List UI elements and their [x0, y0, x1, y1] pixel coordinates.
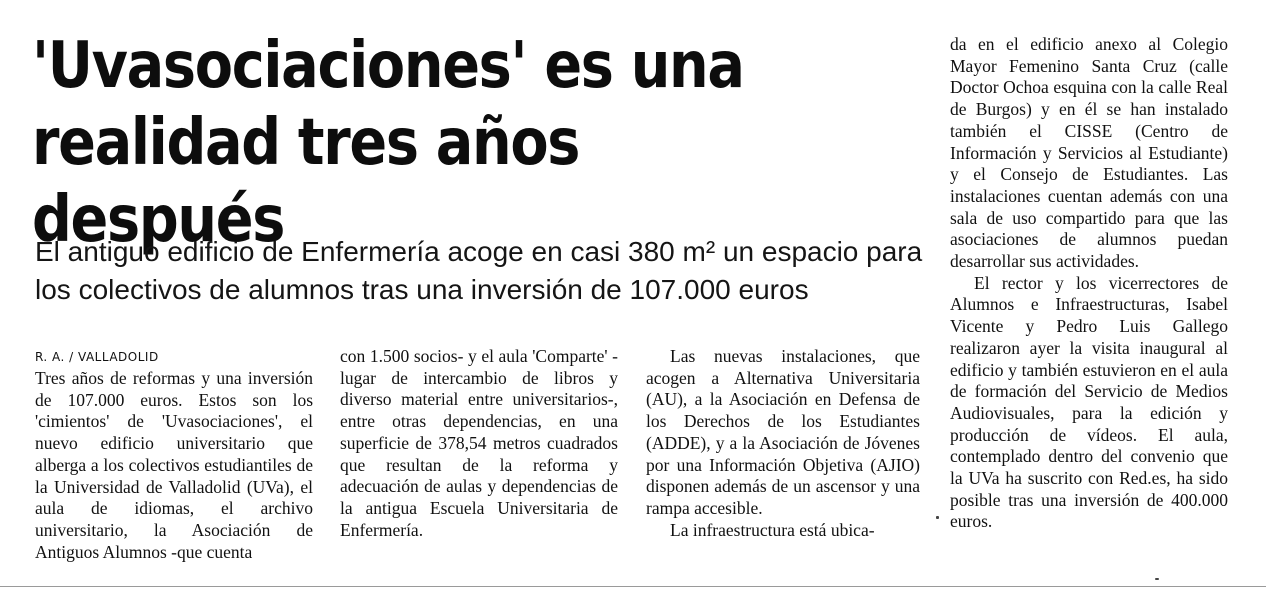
- body-text: Tres años de reformas y una inversión de 107.000 euros. Estos son los 'cimientos' de 'Uvasociaciones', el nuevo edificio universitario que alberga a los colectivos estudiantiles de la Universidad de Valladolid (UVa), el aula de idiomas, el archivo universitario, la Asociación de Antiguos Alumnos -que cuenta: [35, 368, 313, 562]
- subheadline: El antiguo edificio de Enfermería acoge en casi 380 m² un espacio para los colectivos de alumnos tras una inversión de 107.000 euros: [35, 236, 923, 305]
- headline: 'Uvasociaciones' es una realidad tres años después: [32, 29, 744, 257]
- body-paragraph: El rector y los vicerrectores de Alumnos e Infraestructuras, Isabel Vicente y Pedro Luis Gallego realizaron ayer la visita inaugural al edificio y también estuvieron en el aula de formación del Servicio de Medios Audiovisuales, para la edición y producción de vídeos. El aula, contemplado dentro del convenio que la UVa ha suscrito con Red.es, ha sido posible tras una inversión de 400.000 euros.: [950, 272, 1228, 532]
- body-paragraph: da en el edificio anexo al Colegio Mayor Femenino Santa Cruz (calle Doctor Ochoa esquina con la calle Real de Burgos) y en él se han instalado también el CISSE (Centro de Información y Servicios al Estudiante) y el Consejo de Estudiantes. Las instalaciones cuentan además con una sala de uso compartido para que las asociaciones de alumnos puedan desarrollar sus actividades.: [950, 34, 1228, 272]
- body-paragraph: Las nuevas instalaciones, que acogen a Alternativa Universitaria (AU), a la Asociación en Defensa de los Derechos de los Estudiantes (ADDE), y a la Asociación de Jóvenes por una Información Objetiva (AJIO) disponen además de un ascensor y una rampa accesible.: [646, 346, 920, 518]
- body-column-4: [950, 34, 1228, 533]
- body-text: con 1.500 socios- y el aula 'Comparte' -lugar de intercambio de libros y diverso material entre universitarios-, entre otras dependencias, en una superficie de 378,54 metros cuadrados que resultan de la reforma y adecuación de aulas y dependencias de la antigua Escuela Universitaria de Enfermería.: [340, 346, 618, 540]
- body-column-3: [646, 346, 920, 541]
- scan-speck: [1155, 578, 1159, 580]
- scan-speck: [936, 516, 939, 519]
- bottom-rule: [0, 586, 1266, 587]
- body-column-2: [340, 346, 618, 541]
- body-column-1: [35, 368, 313, 563]
- byline: R. A. / VALLADOLID: [35, 350, 159, 364]
- body-paragraph: La infraestructura está ubica-: [670, 519, 875, 540]
